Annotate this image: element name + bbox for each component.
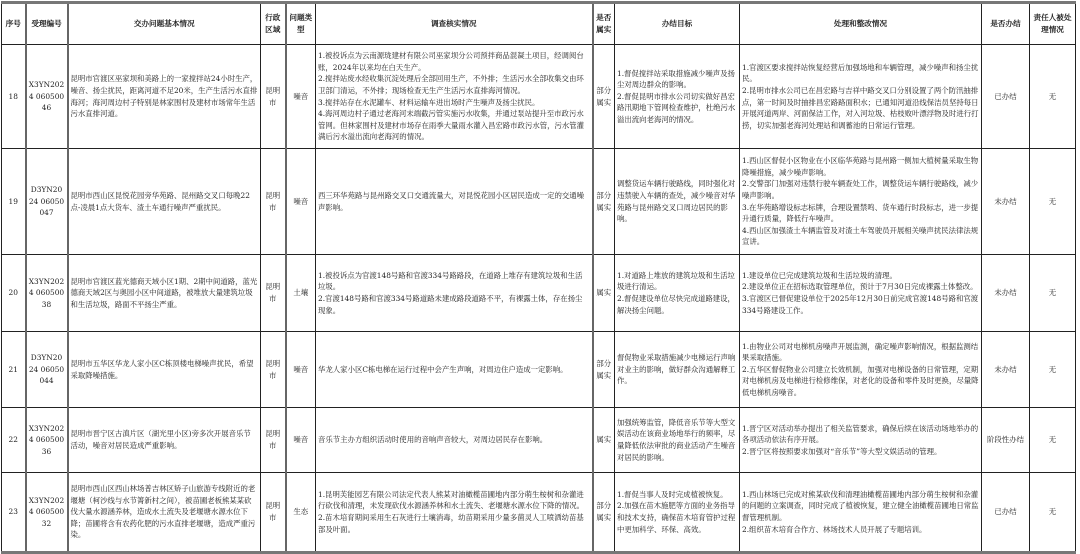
header-handling: 处理和整改情况 [740,3,982,45]
header-closed: 是否办结 [982,3,1030,45]
cell-case-id: X3YN2024 06050032 [26,473,68,553]
cell-verified: 属实 [593,255,615,332]
header-type: 问题类型 [286,3,316,45]
cell-handling-line: 1.官渡区要求搅拌站恢复经营后加强场地和车辆管理，减少噪声和扬尘扰民。 [742,62,979,84]
cell-goal [615,473,740,553]
cell-investigation [316,255,593,332]
cell-type: 土壤 [286,255,316,332]
cell-handling-line: 2.组织苗木培育合作方、林场技术人员开展了专题培训。 [742,524,927,534]
cell-investigation-line: 1.被投诉点为官渡148号路和官渡334号路路段，在道路上堆存有建筑垃圾和生活垃圾。 [318,270,583,292]
cell-handling-line: 1.西山区督促小区物业在小区临华苑路与昆州路一侧加大植树量采取生物降噪措施，减少噪声影响。 [742,156,979,177]
cell-handling [740,408,982,473]
cell-handling-line: 3.在华苑路增设标志标牌，合理设置禁鸣、货车通行时段标志，进一步提升通行质量，降低行车噪声。 [742,202,979,224]
header-investigation: 调查核实情况 [316,3,593,45]
cell-verified: 属实 [593,408,615,473]
table-row [2,149,1076,255]
cell-goal [615,332,740,408]
cell-closed: 未办结 [982,255,1030,332]
cell-goal-line: 1.督促当事人及时完成植被恢复。 [617,489,728,499]
cell-goal [615,255,740,332]
cell-verified: 部分属实 [593,45,615,149]
cell-issue: 昆明市官渡区蓝光德商天域小区1期、2期中间道路，蓝光德商天域2区与奥园小区中间道路，被堆放大量建筑垃圾和生活垃圾，路面不平扬尘严重。 [68,255,261,332]
cell-handling-line: 1.晋宁区对活动举办提出了相关监管要求，确保后续在该活动场地举办的各项活动依法有序开展。 [742,423,979,445]
cell-goal-line: 2.加强在苗木施肥等方面的业务指导和技术支持，确保苗木培育管护过程中更加科学、环保、高效。 [617,501,736,534]
cell-verified: 部分属实 [593,473,615,553]
cell-case-id: D3YN2024 06050047 [26,149,68,255]
cell-closed: 未办结 [982,149,1030,255]
header-row [2,3,1076,45]
cell-handling [740,255,982,332]
cell-type: 噪音 [286,332,316,408]
cell-goal-line: 调整货运车辆行驶路线，同时强化对违禁驶入车辆的查处，减少噪音对华苑路与昆州路交叉口周边居民的影响。 [617,179,736,224]
cell-verified: 部分属实 [593,332,615,408]
cell-handling-line: 4.西山区加强渣土车辆监管及对渣土车驾驶员开展相关噪声扰民法律法规宣讲。 [742,225,979,247]
cell-handling [740,149,982,255]
header-region: 行政区域 [261,3,286,45]
cell-no: 22 [2,408,26,473]
cell-case-id: D3YN2024 06050044 [26,332,68,408]
cell-handling-line: 2.晋宁区将按照要求加强对“音乐节”等大型文娱活动的管理。 [742,446,942,456]
cell-goal [615,408,740,473]
cell-investigation-line: 1.被投诉点为云南源珑建材有限公司巫家坝分公司预拌商品混凝土项目，经调阅台账，2024年以来均在白天生产。 [318,51,584,72]
cell-region: 昆明市 [261,473,286,553]
cell-investigation [316,149,593,255]
cell-goal-line: 1.对道路上堆放的建筑垃圾和生活垃圾进行清运。 [617,270,735,292]
cell-type: 噪音 [286,45,316,149]
header-issue: 交办问题基本情况 [68,3,261,45]
case-table [1,1,1076,554]
header-accountability: 责任人被处理情况 [1030,3,1076,45]
cell-no: 19 [2,149,26,255]
cell-type: 噪音 [286,149,316,255]
cell-issue: 昆明市西山区昆悦花园旁华苑路、昆州路交叉口每晚22点-凌晨1点大货车、渣土车通行噪声严重扰民。 [68,149,261,255]
cell-handling-line: 2.五华区督促物业公司建立长效机制，加强对电梯设备的日常管理，定期对电梯机房及电梯进行检修维保，对老化的设备和零件及时更换，尽量降低电梯机房噪音。 [742,364,979,397]
table-row [2,473,1076,553]
cell-issue: 昆明市官渡区巫家坝和美路上的一家搅拌站24小时生产，噪音、扬尘扰民，距离河道不足20米，生产生活污水直排海河；海河周边村子特别是林家围村及建材市场常年生活污水直排河道。 [68,45,261,149]
table-row [2,255,1076,332]
cell-no: 20 [2,255,26,332]
cell-region: 昆明市 [261,45,286,149]
cell-region: 昆明市 [261,332,286,408]
cell-goal-line: 1.督促搅拌站采取措施减少噪声及扬尘对周边群众的影响。 [617,68,735,90]
cell-no: 21 [2,332,26,408]
cell-handling-line: 3.官渡区已督促建设单位于2025年12月30日前完成官渡148号路和官渡334号路建设工作。 [742,294,979,315]
cell-accountability: 无 [1030,149,1076,255]
cell-issue: 昆明市晋宁区古滇片区（湖光里小区)旁多次开展音乐节活动，噪音对居民造成严重影响。 [68,408,261,473]
cell-closed: 已办结 [982,473,1030,553]
cell-investigation [316,408,593,473]
cell-closed: 阶段性办结 [982,408,1030,473]
cell-handling-line: 2.建设单位正在招标选取管理单位，预计于7月30日完成裸露土体整改。 [742,282,978,292]
cell-investigation [316,332,593,408]
header-verified: 是否属实 [593,3,615,45]
cell-accountability: 无 [1030,408,1076,473]
cell-issue: 昆明市西山区西山林场普吉林区矫子山旅游专线附近的老堰塘（柯沙线与水节箐新村之间），被苗圃老板熊某某砍伐大量水源涵养林，造成水土流失及老堰塘水源水位下降；苗圃将含有农药化肥的污水直排老堰塘，造成严重污染。 [68,473,261,553]
cell-handling-line: 1.西山林场已完成对熊某砍伐和清理油橄榄苗圃地内部分萌生桉树和杂灌的问题的立案调查，同时完成了植被恢复，建立健全油橄榄苗圃地日常监督管理机制。 [742,489,979,522]
header-no: 序号 [2,3,26,45]
cell-case-id: X3YN2024 06050038 [26,255,68,332]
cell-investigation-line: 1.昆明芙能园艺有限公司法定代表人熊某对油橄榄苗圃地内部分萌生桉树和杂灌进行砍伐和清理，未发现砍伐水源涵养林和水土流失、老堰塘水源水位下降的情况。 [318,489,585,511]
cell-handling [740,45,982,149]
cell-investigation-line: 华龙人家小区C栋电梯在运行过程中会产生声响，对周边住户造成一定影响。 [318,364,568,374]
cell-investigation-line: 2.苗木培育期间采用生石灰进行土壤消毒，幼苗期采用少量多菌灵人工喷洒幼苗基部及叶面。 [318,513,584,534]
table-row [2,45,1076,149]
cell-goal [615,149,740,255]
cell-investigation [316,473,593,553]
cell-goal-line: 督促物业采取措施减少电梯运行声响对业主的影响，做好群众沟通解释工作。 [617,353,736,386]
cell-handling [740,473,982,553]
cell-investigation-line: 2.搅拌站废水经收集沉淀处理后全部回用生产，不外排；生活污水全部收集交由环卫部门清运，不外排；现场检查无生产生活污水直排海河情况。 [318,74,584,95]
table-row [2,332,1076,408]
cell-region: 昆明市 [261,408,286,473]
cell-investigation-line: 2.官渡148号路和官渡334号路道路未建成路段道路不平，有裸露土体，存在扬尘现象。 [318,294,583,315]
cell-investigation-line: 3.搅拌站存在水泥罐车、材料运输车进出场时产生噪声及扬尘扰民。 [318,97,540,107]
cell-type: 噪音 [286,408,316,473]
cell-type: 生态 [286,473,316,553]
cell-accountability: 无 [1030,473,1076,553]
header-case-id: 受理编号 [26,3,68,45]
cell-investigation-line: 音乐节主办方组织活动时使用的音响声音较大，对周边居民存在影响。 [318,435,548,445]
header-goal: 办结目标 [615,3,740,45]
cell-goal-line: 2.督促建设单位尽快完成道路建设，解决扬尘问题。 [617,294,735,315]
cell-case-id: X3YN2024 06050036 [26,408,68,473]
cell-handling-line: 1.建设单位已完成建筑垃圾和生活垃圾的清理。 [742,270,897,280]
cell-region: 昆明市 [261,255,286,332]
cell-accountability: 无 [1030,255,1076,332]
cell-closed: 已办结 [982,45,1030,149]
cell-investigation-line: 西三环华苑路与昆州路交叉口交通流量大，对昆悦花园小区居民造成一定的交通噪声影响。 [318,190,585,212]
cell-handling-line: 2.昆明市排水公司已在昌宏路与吉祥中路交叉口分别设置了两个防汛抽排点，第一时间及时抽排昌宏路路面积水；已通知河道沿线保洁员坚持每日开展河道两岸、河面保洁工作，对入河垃圾、枯枝败叶漂浮物及时进行打捞，切实加强老海河处理站和调蓄池的日常运行管理。 [742,85,979,130]
cell-goal-line: 2.督促昆明市排水公司切实做好昌宏路汛期地下管网检查维护，杜绝污水溢出流向老海河的情况。 [617,91,736,124]
cell-closed: 未办结 [982,332,1030,408]
cell-accountability: 无 [1030,332,1076,408]
cell-handling-line: 2.交警部门加强对违禁行驶车辆查处工作，调整货运车辆行驶路线，减少噪声影响。 [742,179,979,200]
cell-goal-line: 加强统筹监管，降低音乐节等大型文娱活动在该商业场地举行的频率，尽量降低依法审批的商业活动产生噪音对居民的影响。 [617,417,736,462]
cell-no: 18 [2,45,26,149]
cell-region: 昆明市 [261,149,286,255]
cell-investigation [316,45,593,149]
cell-goal [615,45,740,149]
cell-accountability: 无 [1030,45,1076,149]
cell-investigation-line: 4.海河周边村子通过老海河末端截污管实施污水收集，并通过泵站提升至市政污水管网。但林家围村及建材市场存在雨季大量雨水灌入昌宏路市政污水管，污水管灌满后污水溢出流向老海河的情况。 [318,109,585,142]
cell-no: 23 [2,473,26,553]
cell-verified: 部分属实 [593,149,615,255]
cell-handling-line: 1.由物业公司对电梯机房噪声开展监测，确定噪声影响情况，根据监测结果采取措施。 [742,341,979,363]
cell-issue: 昆明市五华区华龙人家小区C栋顶楼电梯噪声扰民，希望采取降噪措施。 [68,332,261,408]
cell-case-id: X3YN2024 06050046 [26,45,68,149]
cell-handling [740,332,982,408]
table-row [2,408,1076,473]
